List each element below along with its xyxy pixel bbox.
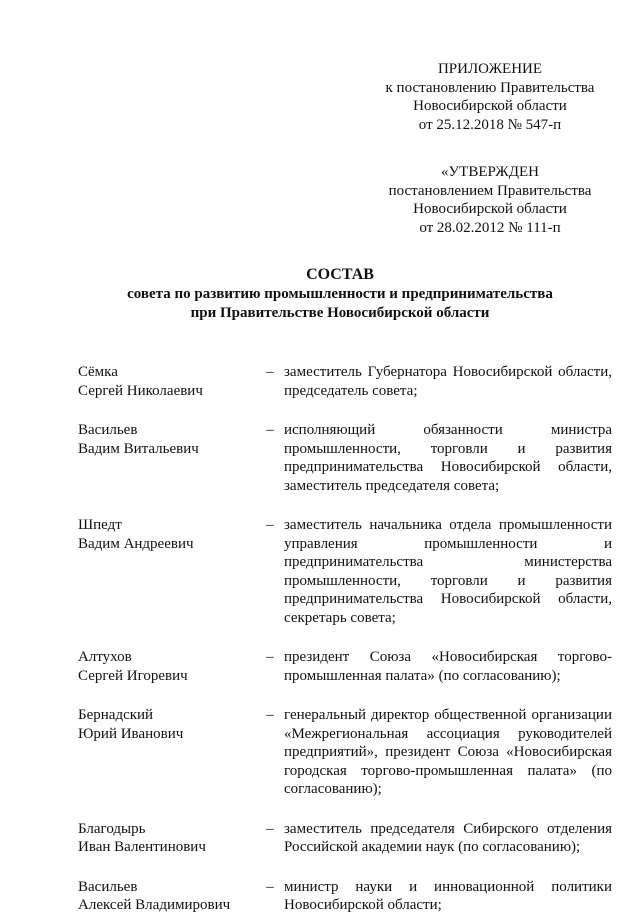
dash-separator: – (266, 364, 274, 380)
member-position: министр науки и инновационной политики Новосибирской области; (284, 878, 612, 913)
appendix-date-number: от 25.12.2018 № 547-п (418, 116, 562, 133)
member-surname: Шпедт (78, 517, 122, 533)
member-name (78, 706, 256, 799)
document-title (60, 265, 620, 322)
member-position: заместитель начальника отдела промышленности управления промышленности и предпринимательства министерства промышленности, торговли и развития предпринимательства Новосибирской области, секретарь совета; (284, 517, 612, 626)
approved-reference: постановлением Правительства (388, 182, 592, 199)
dash-separator: – (266, 422, 274, 438)
member-position: исполняющий обязанности министра промышленности, торговли и развития предпринимательства Новосибирской области, заместитель председателя совета; (284, 422, 612, 494)
dash-separator: – (266, 878, 274, 895)
member-surname: Благодырь (78, 820, 146, 837)
title-subtitle-line-1: совета по развитию промышленности и предпринимательства (127, 286, 553, 302)
members-list (78, 363, 612, 915)
approval-stamp (380, 163, 600, 237)
member-position: президент Союза «Новосибирская торгово-промышленная палата» (по согласованию); (284, 649, 612, 684)
dash-separator: – (266, 707, 274, 723)
member-position: заместитель Губернатора Новосибирской области, председатель совета; (284, 364, 612, 399)
member-given-names: Сергей Николаевич (78, 382, 203, 399)
member-name (78, 421, 256, 495)
title-main: СОСТАВ (306, 266, 374, 283)
member-row (78, 878, 612, 915)
member-given-names: Сергей Игоревич (78, 667, 188, 684)
approved-date-number: от 28.02.2012 № 111-п (419, 219, 561, 236)
member-given-names: Вадим Витальевич (78, 440, 199, 457)
member-surname: Алтухов (78, 649, 132, 665)
appendix-header (380, 60, 600, 134)
dash-separator: – (266, 649, 274, 665)
member-row (78, 516, 612, 627)
title-subtitle-line-2: при Правительстве Новосибирской области (190, 304, 490, 321)
member-row (78, 706, 612, 799)
member-name (78, 820, 256, 857)
approved-label: «УТВЕРЖДЕН (441, 164, 539, 180)
member-row (78, 820, 612, 857)
member-given-names: Иван Валентинович (78, 839, 206, 855)
member-given-names: Юрий Иванович (78, 725, 184, 742)
member-name (78, 516, 256, 627)
member-given-names: Вадим Андреевич (78, 535, 194, 552)
member-row (78, 421, 612, 495)
member-surname: Сёмка (78, 364, 118, 380)
approved-region: Новосибирской области (413, 201, 567, 217)
member-row (78, 363, 612, 400)
dash-separator: – (266, 820, 274, 837)
member-surname: Бернадский (78, 707, 154, 723)
member-row (78, 648, 612, 685)
member-position: заместитель председателя Сибирского отделения Российской академии наук (по согласованию); (284, 820, 612, 855)
appendix-region: Новосибирской области (413, 98, 567, 114)
member-given-names: Алексей Владимирович (78, 897, 231, 913)
dash-separator: – (266, 517, 274, 533)
member-surname: Васильев (78, 878, 138, 895)
appendix-reference: к постановлению Правительства (385, 79, 595, 96)
member-name (78, 648, 256, 685)
member-position: генеральный директор общественной организации «Межрегиональная ассоциация руководителей предприятий», президент Союза «Новосибирская городская торгово-промышленная палата» (по согласованию); (284, 707, 612, 797)
member-name (78, 878, 256, 915)
member-surname: Васильев (78, 422, 138, 438)
appendix-label: ПРИЛОЖЕНИЕ (437, 61, 543, 77)
member-name (78, 363, 256, 400)
